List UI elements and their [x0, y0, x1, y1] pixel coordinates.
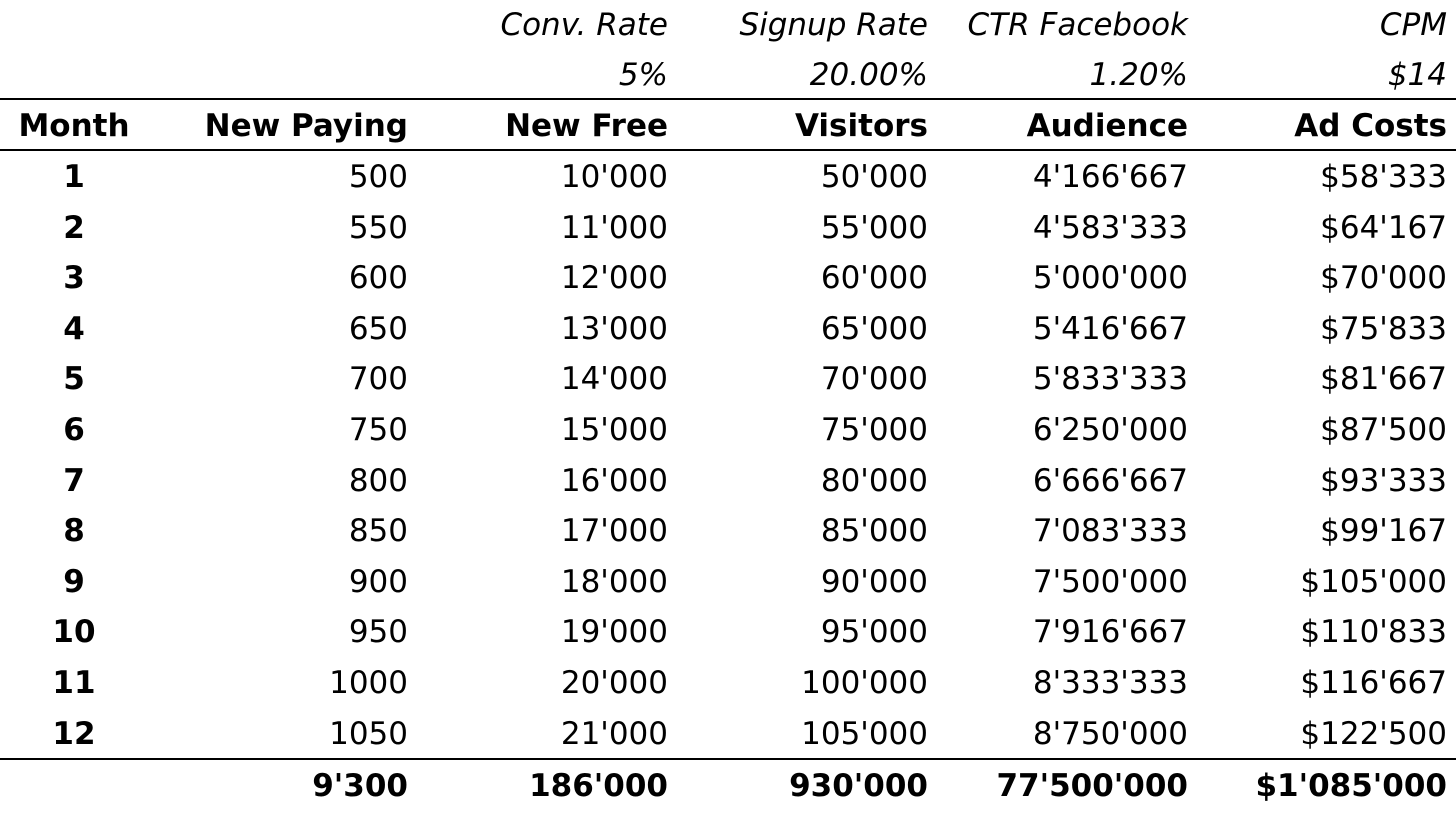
new-paying-cell: 1000 [329, 665, 408, 701]
month-cell: 10 [52, 614, 96, 651]
month-cell: 5 [63, 361, 85, 398]
month-cell: 3 [63, 260, 85, 297]
signup-rate-value: 20.00% [809, 57, 928, 93]
header-bottom-rule [0, 149, 1456, 151]
visitors-cell: 85'000 [820, 513, 928, 550]
new-paying-cell: 800 [348, 462, 408, 499]
visitors-cell: 60'000 [820, 260, 928, 297]
month-cell: 12 [52, 715, 96, 752]
new-paying-cell: 900 [348, 563, 408, 600]
new-free-cell: 17'000 [560, 513, 668, 550]
month-cell: 9 [63, 563, 85, 600]
ad-costs-cell: $122'500 [1300, 715, 1447, 752]
ad-costs-cell: $58'333 [1320, 159, 1447, 195]
table-row [0, 354, 1456, 404]
visitors-cell: 80'000 [820, 462, 928, 499]
audience-cell: 5'833'333 [1032, 361, 1188, 398]
column-header-row [0, 101, 1456, 151]
visitors-cell: 105'000 [801, 715, 928, 752]
audience-cell: 4'166'667 [1032, 159, 1188, 195]
assumptions-label-row [0, 0, 1456, 50]
total-new-paying: 9'300 [312, 768, 408, 804]
assumptions-value-row [0, 50, 1456, 100]
ad-costs-cell: $87'500 [1320, 412, 1447, 448]
cpm-value: $14 [1387, 57, 1447, 93]
new-free-cell: 10'000 [560, 159, 668, 195]
month-cell: 11 [52, 665, 96, 701]
total-ad-costs: $1'085'000 [1255, 768, 1447, 804]
conv-rate-value: 5% [618, 57, 668, 93]
new-paying-cell: 700 [348, 361, 408, 398]
totals-label-cell [10, 761, 138, 811]
new-free-cell: 18'000 [560, 563, 668, 600]
visitors-cell: 100'000 [801, 665, 928, 701]
audience-cell: 7'083'333 [1032, 513, 1188, 550]
total-new-free: 186'000 [529, 768, 668, 804]
conv-rate-label: Conv. Rate [500, 7, 668, 43]
audience-cell: 4'583'333 [1032, 209, 1188, 246]
month-cell: 1 [63, 159, 85, 195]
ad-costs-cell: $93'333 [1320, 462, 1447, 499]
new-paying-cell: 750 [348, 412, 408, 448]
ad-costs-cell: $99'167 [1320, 513, 1447, 550]
header-audience: Audience [1026, 108, 1188, 144]
new-free-cell: 21'000 [560, 715, 668, 752]
audience-cell: 6'666'667 [1032, 462, 1188, 499]
visitors-cell: 70'000 [820, 361, 928, 398]
table-row [0, 607, 1456, 657]
month-cell: 8 [63, 513, 85, 550]
ad-costs-cell: $116'667 [1300, 665, 1447, 701]
month-cell: 4 [63, 310, 85, 347]
header-new-paying: New Paying [204, 108, 408, 144]
new-paying-cell: 550 [348, 209, 408, 246]
ad-costs-cell: $105'000 [1300, 563, 1447, 600]
table-row [0, 456, 1456, 506]
audience-cell: 6'250'000 [1032, 412, 1188, 448]
signup-rate-label: Signup Rate [739, 7, 928, 43]
table-row [0, 253, 1456, 303]
new-paying-cell: 1050 [329, 715, 408, 752]
new-paying-cell: 500 [348, 159, 408, 195]
cpm-label: CPM [1379, 7, 1447, 43]
new-paying-cell: 600 [348, 260, 408, 297]
header-ad-costs: Ad Costs [1294, 108, 1447, 144]
new-paying-cell: 650 [348, 310, 408, 347]
header-visitors: Visitors [794, 108, 928, 144]
new-free-cell: 20'000 [560, 665, 668, 701]
new-free-cell: 14'000 [560, 361, 668, 398]
totals-row [0, 761, 1456, 811]
visitors-cell: 55'000 [820, 209, 928, 246]
visitors-cell: 95'000 [820, 614, 928, 651]
month-cell: 6 [63, 412, 85, 448]
visitors-cell: 90'000 [820, 563, 928, 600]
table-row [0, 203, 1456, 253]
new-free-cell: 15'000 [560, 412, 668, 448]
new-free-cell: 16'000 [560, 462, 668, 499]
visitors-cell: 75'000 [820, 412, 928, 448]
ad-costs-cell: $75'833 [1320, 310, 1447, 347]
new-paying-cell: 950 [348, 614, 408, 651]
visitors-cell: 50'000 [820, 159, 928, 195]
totals-top-rule [0, 758, 1456, 760]
total-visitors: 930'000 [789, 768, 928, 804]
ad-costs-cell: $64'167 [1320, 209, 1447, 246]
new-free-cell: 12'000 [560, 260, 668, 297]
audience-cell: 8'333'333 [1032, 665, 1188, 701]
audience-cell: 5'416'667 [1032, 310, 1188, 347]
ad-costs-cell: $81'667 [1320, 361, 1447, 398]
header-month: Month [18, 108, 130, 144]
header-new-free: New Free [505, 108, 668, 144]
new-free-cell: 13'000 [560, 310, 668, 347]
total-audience: 77'500'000 [996, 768, 1188, 804]
new-free-cell: 11'000 [560, 209, 668, 246]
new-free-cell: 19'000 [560, 614, 668, 651]
table-row [0, 405, 1456, 455]
audience-cell: 7'500'000 [1032, 563, 1188, 600]
month-cell: 2 [63, 209, 85, 246]
audience-cell: 7'916'667 [1032, 614, 1188, 651]
table-row [0, 658, 1456, 708]
ad-costs-cell: $70'000 [1320, 260, 1447, 297]
ctr-facebook-label: CTR Facebook [967, 7, 1188, 43]
table-row [0, 506, 1456, 556]
month-cell: 7 [63, 462, 85, 499]
ad-costs-cell: $110'833 [1300, 614, 1447, 651]
audience-cell: 8'750'000 [1032, 715, 1188, 752]
ctr-facebook-value: 1.20% [1089, 57, 1188, 93]
table-row [0, 557, 1456, 607]
table-row [0, 304, 1456, 354]
new-paying-cell: 850 [348, 513, 408, 550]
table-row [0, 152, 1456, 202]
audience-cell: 5'000'000 [1032, 260, 1188, 297]
header-top-rule [0, 98, 1456, 100]
visitors-cell: 65'000 [820, 310, 928, 347]
table-row [0, 709, 1456, 759]
